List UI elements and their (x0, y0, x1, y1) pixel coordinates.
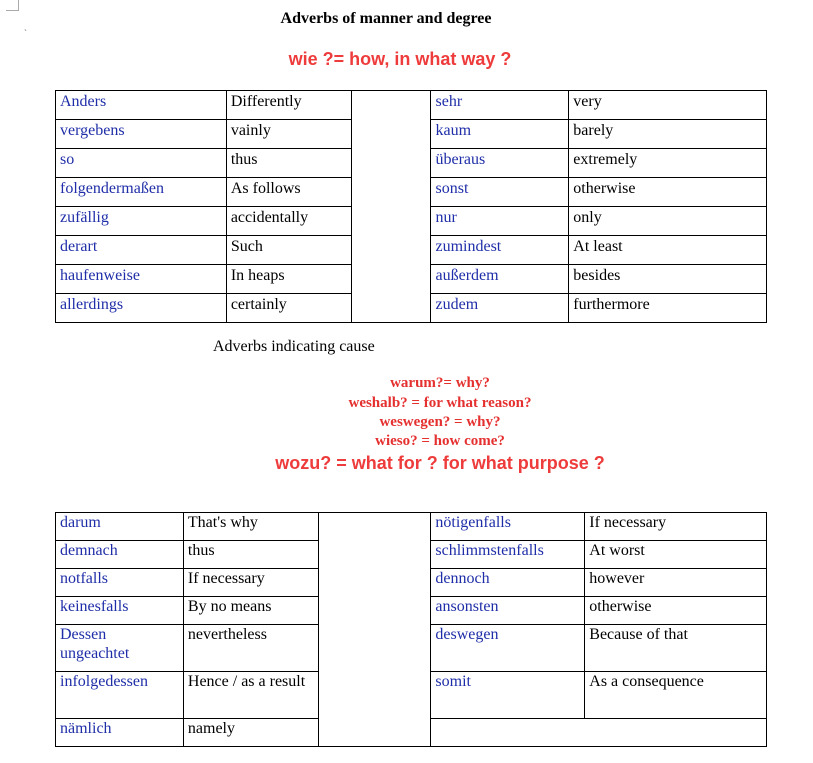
german-word: deswegen (431, 625, 585, 672)
question-wozu: wozu? = what for ? for what purpose ? (275, 453, 605, 473)
english-translation: vainly (226, 120, 351, 149)
english-translation: otherwise (569, 178, 767, 207)
german-word: dennoch (431, 569, 585, 597)
english-translation: thus (226, 149, 351, 178)
english-translation: That's why (183, 513, 318, 541)
question-wieso: wieso? = how come? (375, 433, 505, 449)
english-translation: otherwise (585, 597, 767, 625)
table-spacer (318, 513, 431, 747)
english-translation: certainly (226, 294, 351, 323)
german-word: nötigenfalls (431, 513, 585, 541)
english-translation: Differently (226, 91, 351, 120)
question-wie: wie ?= how, in what way ? (288, 49, 512, 69)
page-title: Adverbs of manner and degree (280, 10, 492, 27)
german-word: ansonsten (431, 597, 585, 625)
german-word: zumindest (431, 236, 569, 265)
german-word: allerdings (56, 294, 227, 323)
german-word: so (56, 149, 227, 178)
english-translation: In heaps (226, 265, 351, 294)
german-word: überaus (431, 149, 569, 178)
english-translation: As a consequence (585, 672, 767, 719)
german-word: Dessen ungeachtet (56, 625, 184, 672)
german-word: somit (431, 672, 585, 719)
manner-degree-table (55, 90, 767, 323)
english-translation: very (569, 91, 767, 120)
section-subtitle: Adverbs indicating cause (213, 338, 375, 355)
german-word: keinesfalls (56, 597, 184, 625)
german-word: zudem (431, 294, 569, 323)
german-word: demnach (56, 541, 184, 569)
german-word: kaum (431, 120, 569, 149)
english-translation: If necessary (183, 569, 318, 597)
question-warum: warum?= why? (390, 375, 490, 391)
german-word: notfalls (56, 569, 184, 597)
english-translation: thus (183, 541, 318, 569)
english-translation: furthermore (569, 294, 767, 323)
english-translation: Hence / as a result (183, 672, 318, 719)
english-translation: only (569, 207, 767, 236)
german-word: sehr (431, 91, 569, 120)
german-word: zufällig (56, 207, 227, 236)
english-translation: Because of that (585, 625, 767, 672)
cause-table (55, 512, 767, 747)
english-translation: accidentally (226, 207, 351, 236)
german-word: nämlich (56, 719, 184, 747)
english-translation: namely (183, 719, 318, 747)
english-translation: extremely (569, 149, 767, 178)
english-translation: nevertheless (183, 625, 318, 672)
margin-mark: ` (24, 28, 27, 38)
german-word: vergebens (56, 120, 227, 149)
german-word: derart (56, 236, 227, 265)
english-translation: As follows (226, 178, 351, 207)
question-weswegen: weswegen? = why? (379, 414, 501, 430)
german-word: Anders (56, 91, 227, 120)
english-translation: By no means (183, 597, 318, 625)
question-weshalb: weshalb? = for what reason? (348, 395, 532, 411)
table-spacer (351, 91, 431, 323)
german-word: folgendermaßen (56, 178, 227, 207)
english-translation: barely (569, 120, 767, 149)
german-word: nur (431, 207, 569, 236)
english-translation: Such (226, 236, 351, 265)
german-word: schlimmstenfalls (431, 541, 585, 569)
german-word: darum (56, 513, 184, 541)
english-translation: however (585, 569, 767, 597)
german-word: infolgedessen (56, 672, 184, 719)
english-translation: besides (569, 265, 767, 294)
empty-cell (431, 719, 767, 747)
german-word: haufenweise (56, 265, 227, 294)
german-word: außerdem (431, 265, 569, 294)
german-word: sonst (431, 178, 569, 207)
english-translation: At worst (585, 541, 767, 569)
english-translation: If necessary (585, 513, 767, 541)
table-row (56, 513, 767, 541)
table-row (56, 91, 767, 120)
english-translation: At least (569, 236, 767, 265)
